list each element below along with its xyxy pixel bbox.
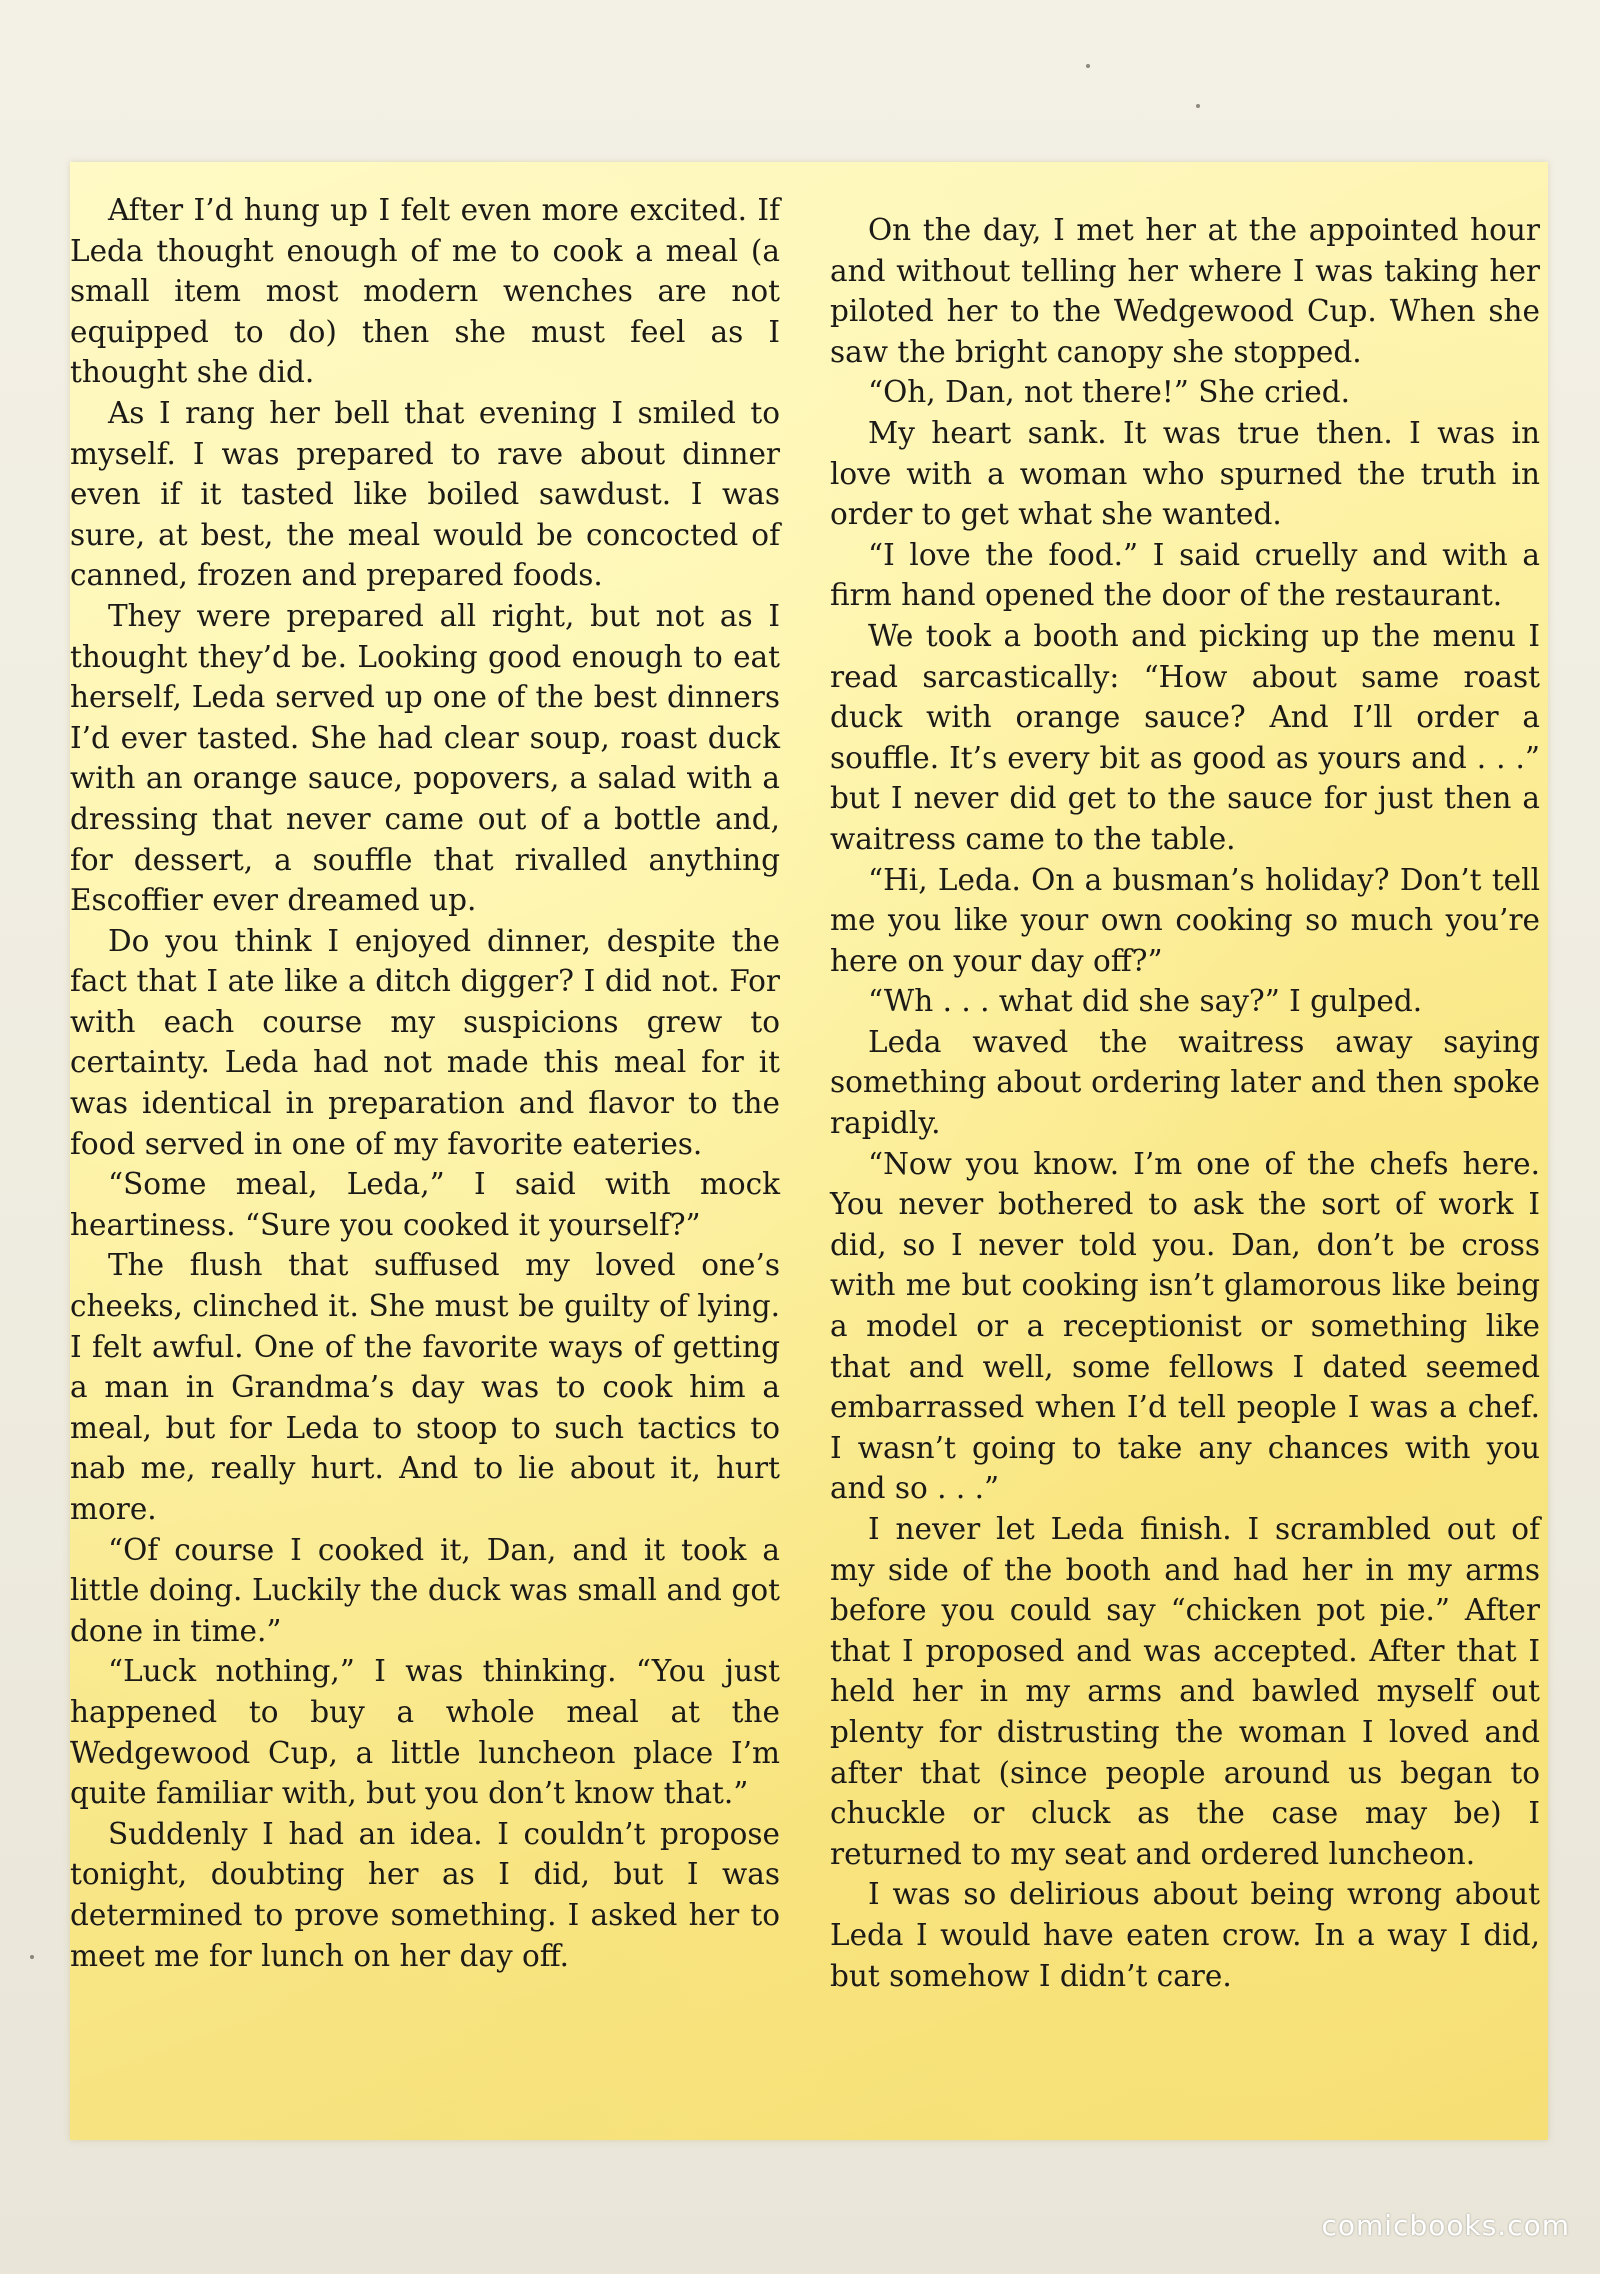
paragraph: Do you think I enjoyed dinner, despite the fact that I ate like a ditch digger? I did not. For with each course my suspicions grew to certainty. Leda had not made this meal for it was identical in preparation and flavor to the food served in one of my favorite eateries. [70, 923, 780, 1161]
paragraph: “Oh, Dan, not there!” She cried. [868, 375, 1351, 410]
paragraph: Suddenly I had an idea. I couldn’t propose tonight, doubting her as I did, but I was determined to prove something. I asked her to meet me for lunch on her day off. [70, 1816, 780, 1973]
paragraph: “Luck nothing,” I was thinking. “You just happened to buy a whole meal at the Wedgewood Cup, a little luncheon place I’m quite familiar with, but you don’t know that.” [70, 1654, 780, 1811]
paragraph: “Now you know. I’m one of the chefs here. You never bothered to ask the sort of work I did, so I never told you. Dan, don’t be cross with me but cooking isn’t glamorous like being a model or a receptionist or something like that and well, some fellows I dated seemed embarrassed when I’d tell people I was a chef. I wasn’t going to take any chances with you and so . . .” [830, 1146, 1540, 1506]
paragraph: “Of course I cooked it, Dan, and it took a little doing. Luckily the duck was small and got done in time.” [70, 1532, 780, 1648]
paragraph: “Wh . . . what did she say?” I gulped. [868, 984, 1423, 1019]
paragraph: The flush that suffused my loved one’s cheeks, clinched it. She must be guilty of lying. I felt awful. One of the favorite ways of getting a man in Grandma’s day was to cook him a meal, but for Leda to stoop to such tactics to nab me, really hurt. And to lie about it, hurt more. [70, 1248, 780, 1526]
paragraph: They were prepared all right, but not as I thought they’d be. Looking good enough to eat herself, Leda served up one of the best dinners I’d ever tasted. She had clear soup, roast duck with an orange sauce, popovers, a salad with a dressing that never came out of a bottle and, for dessert, a souffle that rivalled anything Escoffier ever dreamed up. [70, 598, 780, 918]
paragraph: I was so delirious about being wrong about Leda I would have eaten crow. In a way I did, but somehow I didn’t care. [830, 1877, 1540, 1993]
watermark-text: comicbooks.com [1321, 2209, 1570, 2242]
paragraph: My heart sank. It was true then. I was in love with a woman who spurned the truth in order to get what she wanted. [830, 415, 1540, 532]
right-text-column [830, 210, 1540, 1996]
paragraph: “I love the food.” I said cruelly and with a firm hand opened the door of the restaurant. [830, 537, 1540, 613]
paragraph: Leda waved the waitress away saying something about ordering later and then spoke rapidly. [830, 1024, 1540, 1141]
paragraph: We took a booth and picking up the menu I read sarcastically: “How about same roast duck with orange sauce? And I’ll order a souffle. It’s every bit as good as yours and . . .” but I never did get to the sauce for just then a waitress came to the table. [830, 618, 1540, 856]
paragraph: After I’d hung up I felt even more excited. If Leda thought enough of me to cook a meal (a small item most modern wenches are not equipped to do) then she must feel as I thought she did. [70, 193, 780, 390]
paragraph: As I rang her bell that evening I smiled to myself. I was prepared to rave about dinner even if it tasted like boiled sawdust. I was sure, at best, the meal would be concocted of canned, frozen and prepared foods. [70, 395, 780, 593]
paper-speck [1086, 64, 1090, 68]
left-text-column [70, 190, 780, 1976]
paragraph: “Hi, Leda. On a busman’s holiday? Don’t tell me you like your own cooking so much you’re here on your day off?” [830, 862, 1540, 978]
paragraph: “Some meal, Leda,” I said with mock heartiness. “Sure you cooked it yourself?” [70, 1167, 780, 1242]
paper-speck [1196, 104, 1200, 108]
paragraph: On the day, I met her at the appointed hour and without telling her where I was taking her piloted her to the Wedgewood Cup. When she saw the bright canopy she stopped. [830, 213, 1540, 369]
paragraph: I never let Leda finish. I scrambled out of my side of the booth and had her in my arms before you could say “chicken pot pie.” After that I proposed and was accepted. After that I held her in my arms and bawled myself out plenty for distrusting the woman I loved and after that (since people around us began to chuckle or cluck as the case may be) I returned to my seat and ordered luncheon. [830, 1512, 1540, 1871]
paper-speck [30, 1955, 34, 1959]
text-panel [70, 162, 1548, 2140]
